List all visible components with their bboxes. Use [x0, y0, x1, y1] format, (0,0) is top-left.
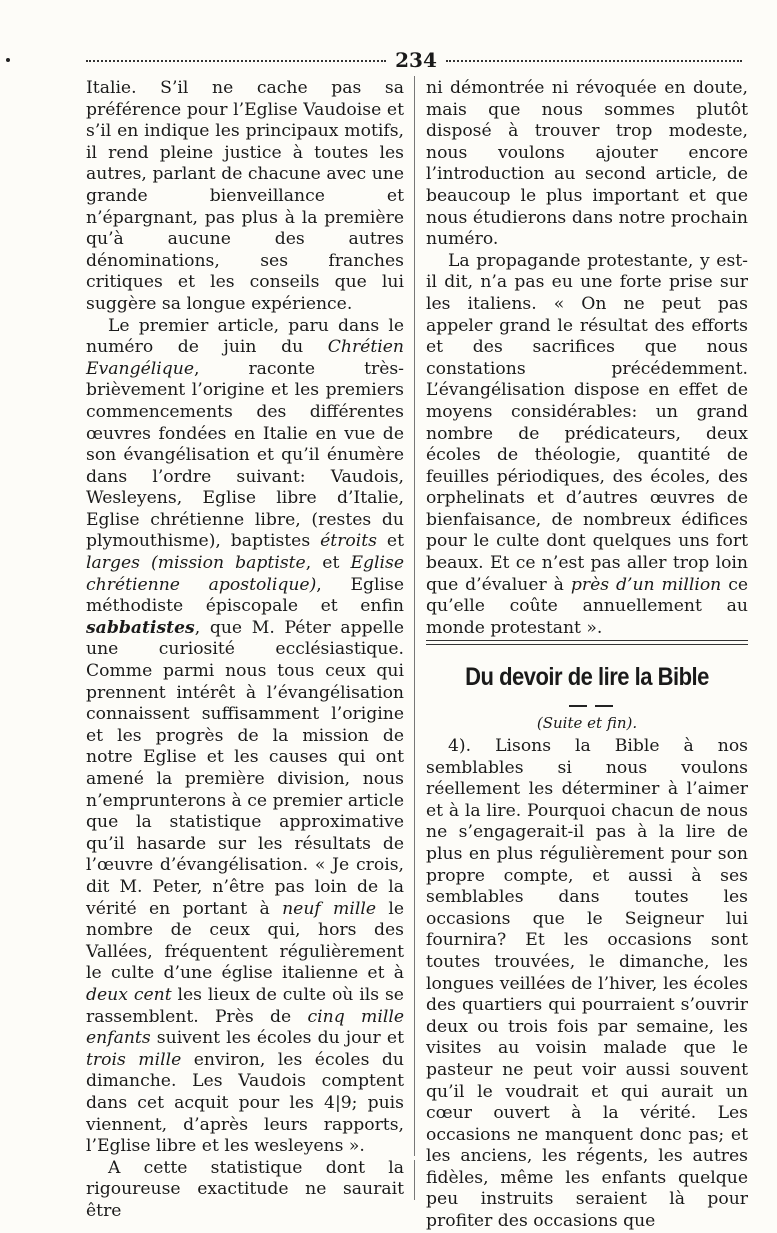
- text-run: Le premier article, paru dans le numéro de juin du: [86, 315, 404, 358]
- article-body: [426, 736, 748, 1233]
- page-header: [86, 48, 742, 74]
- text-run: , et: [305, 553, 351, 574]
- paragraph-statistics: [86, 1158, 404, 1223]
- article-subtitle: (Suite et fin).: [536, 714, 638, 732]
- left-column: [86, 78, 404, 1222]
- text-run: et: [376, 531, 404, 552]
- page-number: 234: [395, 48, 437, 72]
- italic-run: Chrétien Evangélique: [86, 337, 404, 379]
- text-run: , raconte très-brièvement l’origine et les premiers commencements des différentes œuvres fondées en Italie en vue de son évangélisation et qu’il énumère dans l’ordre suivant: Vaudois, Wesleyens, Eglise libre d’Italie, Eglise chrétienne libre, (restes du plymouthisme), baptistes: [86, 358, 404, 552]
- binding-hole-mark: [6, 58, 10, 62]
- italic-run: deux cent: [86, 984, 172, 1005]
- italic-run: étroits: [320, 531, 377, 552]
- italic-run: Eglise chrétienne apostolique): [86, 553, 404, 595]
- text-run: environ, les écoles du dimanche. Les Vaudois comptent dans cet acquit pour les 4|9; puis viennent, d’après leurs rapports, l’Eglise libre et les wesleyens ».: [86, 1049, 404, 1157]
- text-run: ce qu’elle coûte annuellement au monde protestant ».: [426, 574, 749, 638]
- italic-run: trois mille: [86, 1049, 182, 1070]
- section-end-rule: [426, 640, 748, 641]
- bold-italic-run: sabbatistes: [86, 617, 195, 638]
- right-column: [426, 78, 748, 639]
- article-title: Du devoir de lire la Bible: [465, 662, 709, 691]
- column-divider: [414, 76, 415, 1156]
- paragraph-first-article: [86, 316, 404, 1158]
- paragraph-continued-right: [426, 78, 748, 251]
- text-run: , Eglise méthodiste épiscopale et enfin: [86, 574, 404, 617]
- title-rule: [569, 705, 587, 707]
- title-rule: [595, 705, 613, 707]
- text-run: , que M. Péter appelle une curiosité ecclésiastique. Comme parmi nous tous ceux qui prennent intérêt à l’évangélisation connaissent suffisamment l’origine et les progrès de la mission de notre Eglise et les causes qui ont amené la première division, nous n’emprunterons à ce premier article que la statistique approximative qu’il hasarde sur les résultats de l’œuvre d’évangélisation. « Je crois, dit M. Peter, n’être pas loin de la vérité en portant à: [86, 617, 404, 919]
- section-end-rule-second: [426, 644, 748, 645]
- text-run: 4). Lisons la Bible à nos semblables si nous voulons réellement les déterminer à l’aimer et à la lire. Pourquoi chacun de nous ne s’engagerait-il pas à la lire de plus en plus régulièrement pour son propre compte, et aussi à ses semblables dans toutes les occasions que le Seigneur lui fournira? Et les occasions sont toutes trouvées, le dimanche, les longues veillées de l’hiver, les écoles des quartiers qui pourraient s’ouvrir deux ou trois fois par semaine, les visites au voisin malade que le pasteur ne peut voir aussi souvent qu’il le voudrait et qui aurait un cœur ouvert à la vérité. Les occasions ne manquent donc pas; et les anciens, les régents, les autres fidèles, même les enfants quelque peu instruits seraient là pour profiter des occasions que: [426, 736, 748, 1232]
- italic-run: larges (mission baptiste: [86, 553, 306, 574]
- header-rule-left: [86, 60, 386, 62]
- paragraph-article-body: [426, 736, 748, 1233]
- text-run: Italie. S’il ne cache pas sa préférence pour l’Eglise Vaudoise et s’il en indique les principaux motifs, il rend pleine justice à toutes les autres, parlant de chacune avec une grande bienveillance et n’épargnant, pas plus à la première qu’à aucune des autres dénominations, ses franches critiques et les conseils que lui suggère sa longue expérience.: [86, 78, 404, 314]
- italic-run: cinq mille enfants: [86, 1006, 404, 1049]
- paragraph-propaganda: [426, 251, 748, 640]
- column-divider-lower: [414, 1160, 415, 1200]
- text-run: ni démontrée ni révoquée en doute, mais que nous sommes plutôt disposé à trouver trop modeste, nous voulons ajouter encore l’introduction au second article, de beaucoup le plus important et que nous étudierons dans notre prochain numéro.: [426, 78, 748, 250]
- header-rule-right: [446, 60, 742, 62]
- text-run: suivent les écoles du jour et: [150, 1028, 404, 1049]
- italic-run: près d’un million: [570, 574, 722, 595]
- italic-run: neuf mille: [282, 898, 377, 919]
- text-run: La propagande protestante, y est-il dit, n’a pas eu une forte prise sur les italiens. « On ne peut pas appeler grand le résultat des efforts et des sacrifices que nous constations précédemment. L’évangélisation dispose en effet de moyens considérables: un grand nombre de prédicateurs, deux écoles de théologie, quantité de feuilles périodiques, des écoles, des orphelinats et d’autres œuvres de bienfaisance, de nombreux édifices pour le culte dont quelques uns fort beaux. Et ce n’est pas aller trop loin que d’évaluer à: [426, 250, 748, 595]
- text-run: A cette statistique dont la rigoureuse exactitude ne saurait être: [86, 1157, 404, 1221]
- text-run: le nombre de ceux qui, hors des Vallées, fréquentent régulièrement le culte d’une église italienne et à: [86, 898, 404, 984]
- paragraph-continued: [86, 78, 404, 316]
- text-run: les lieux de culte où ils se rassemblent. Près de: [86, 984, 404, 1027]
